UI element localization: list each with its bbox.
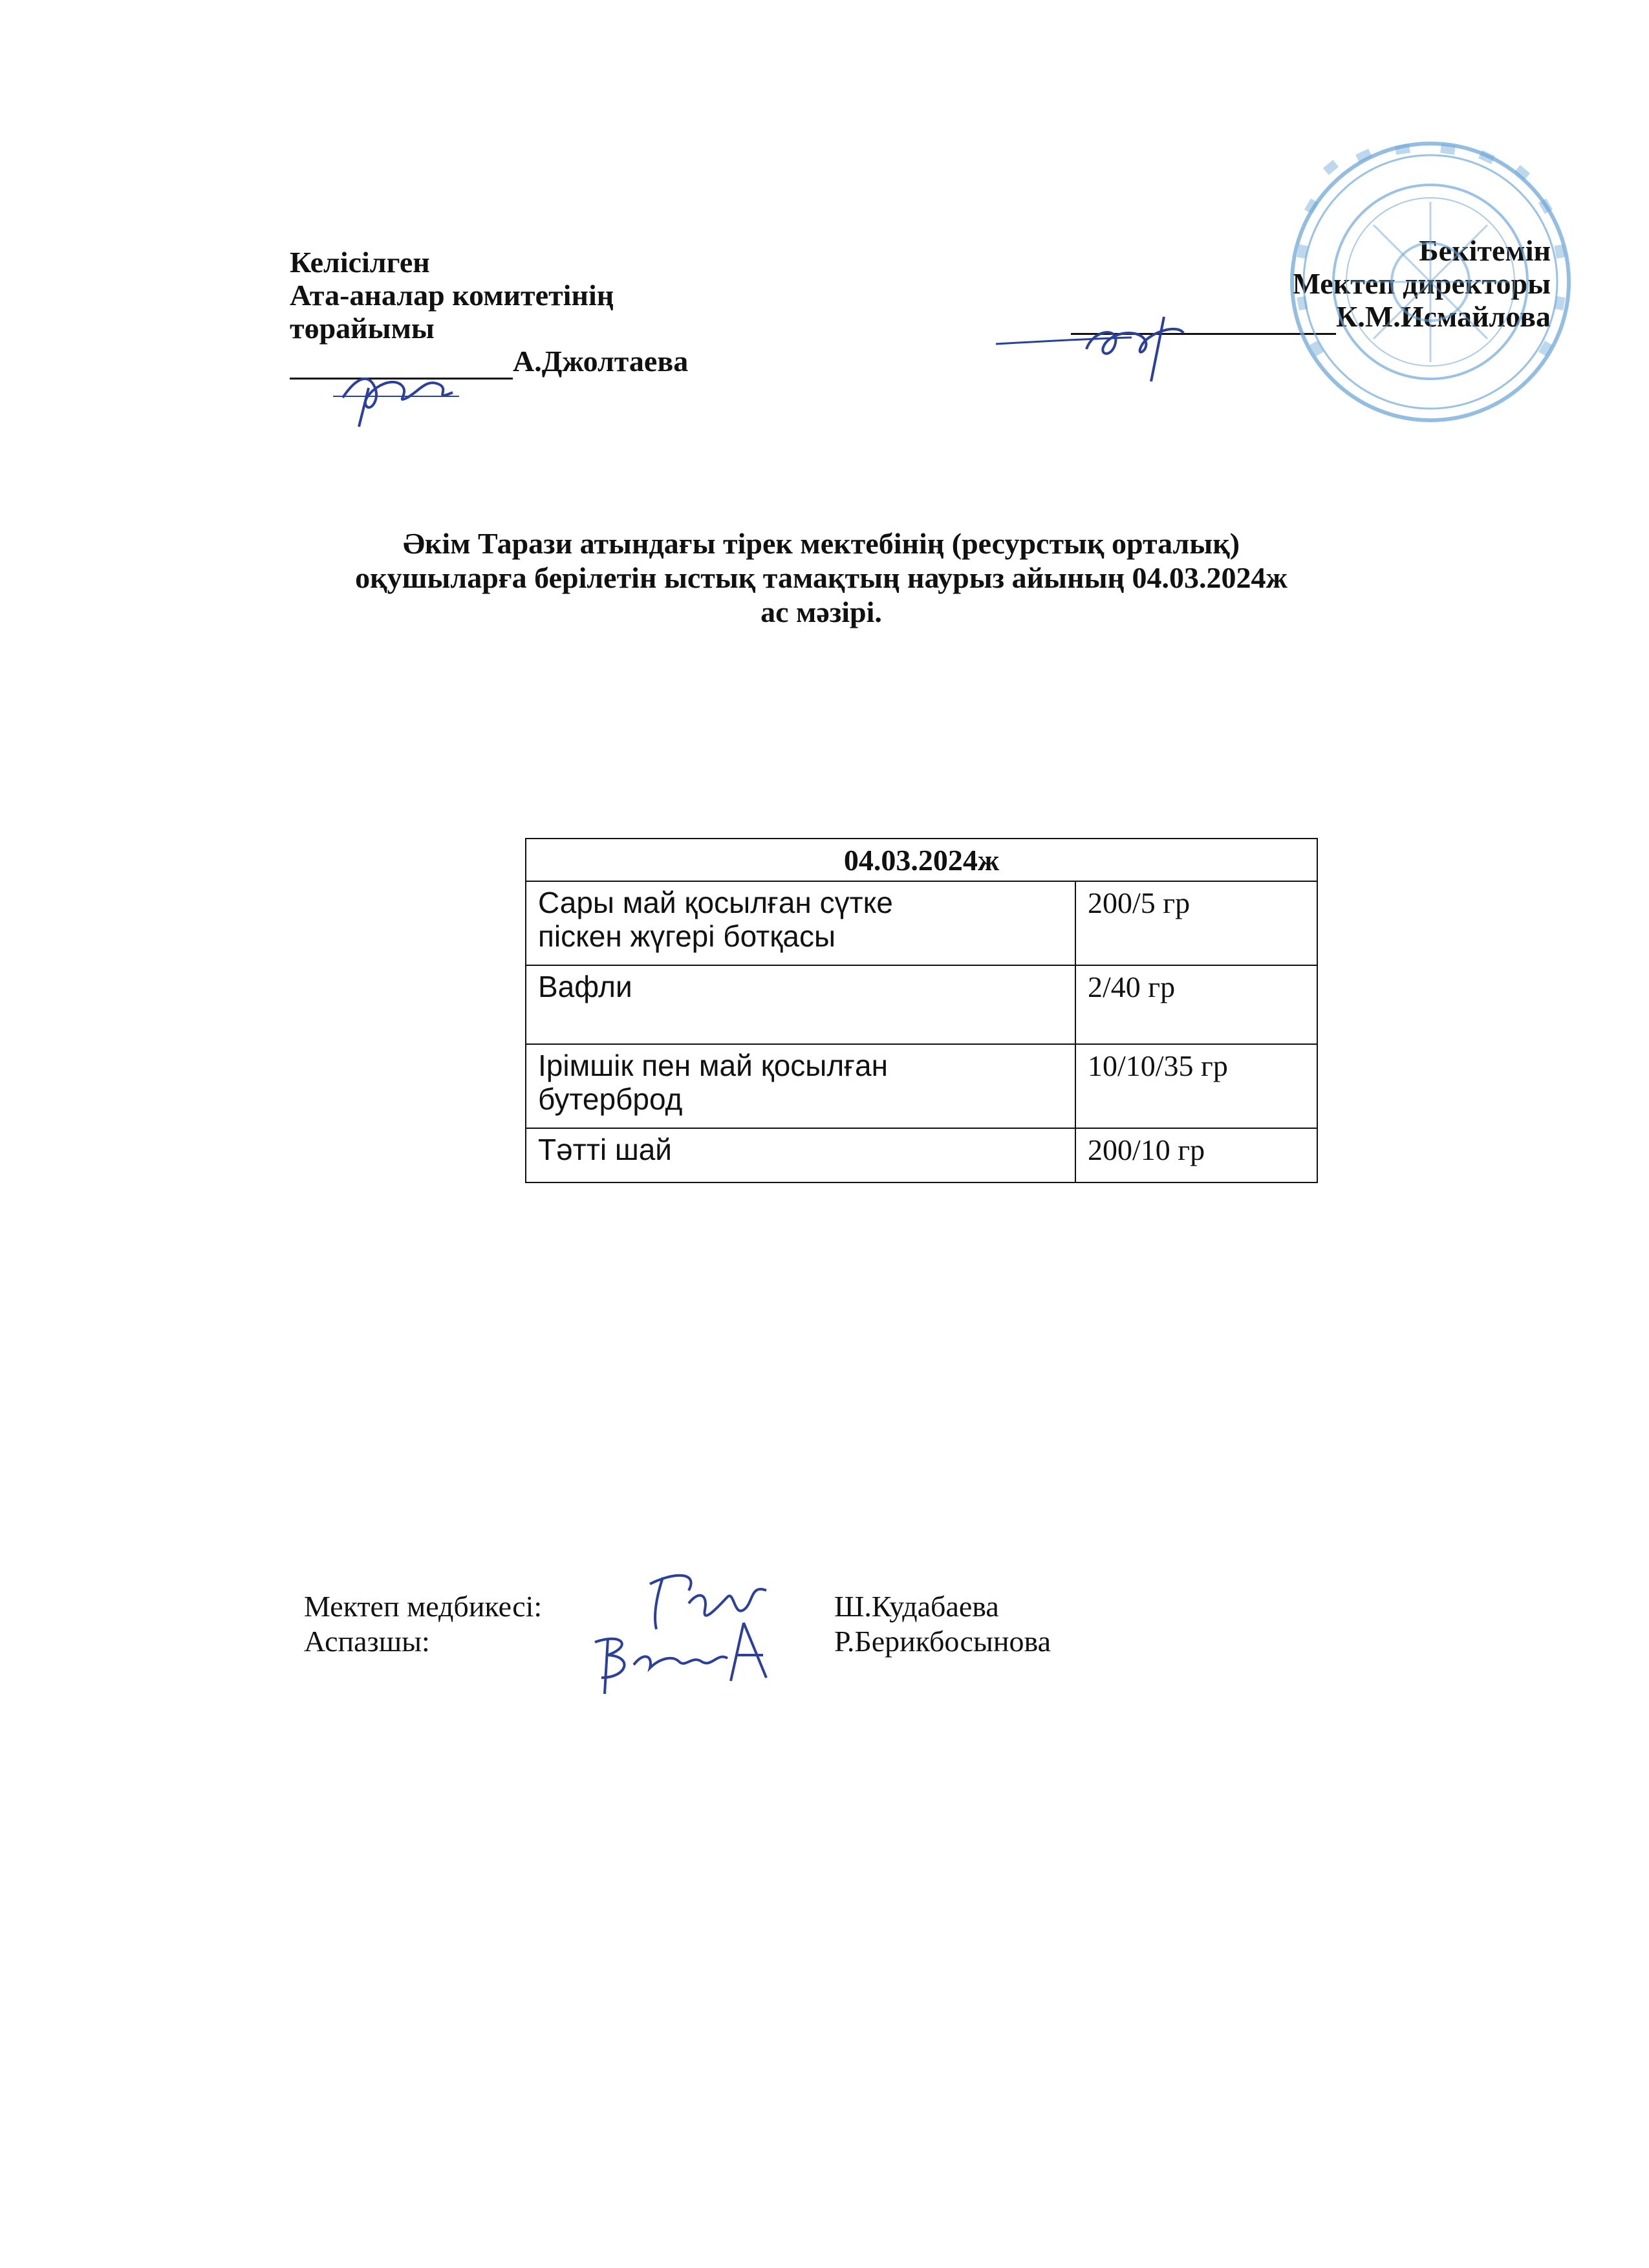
nurse-name: Ш.Кудабаева [834, 1590, 999, 1623]
approved-label: Бекітемін [1419, 234, 1551, 267]
table-row [526, 1128, 1317, 1182]
menu-table [525, 838, 1318, 1183]
dish-name [526, 965, 1075, 1044]
signature-icon [582, 1616, 802, 1713]
table-row [526, 1044, 1317, 1128]
signature-icon [330, 352, 466, 430]
dish-portion: 10/10/35 гр [1075, 1044, 1317, 1128]
dish-portion: 2/40 гр [1075, 965, 1317, 1044]
dish-name [526, 1044, 1075, 1128]
nurse-role: Мектеп медбикесі: [304, 1590, 543, 1623]
menu-title [233, 526, 1410, 629]
agreed-committee: Ата-аналар комитетінің [290, 279, 614, 312]
title-line: ас мәзірі. [760, 595, 882, 628]
cook-name: Р.Берикбосынова [834, 1625, 1051, 1658]
dish-name-line: Тәтті шай [538, 1133, 672, 1166]
agreed-chair: төрайымы [290, 312, 435, 345]
dish-name [526, 881, 1075, 965]
signature-icon [989, 304, 1235, 388]
agreed-signer-name: А.Джолтаева [513, 345, 689, 378]
dish-name [526, 1128, 1075, 1182]
cook-role: Аспазшы: [304, 1625, 430, 1658]
title-line: Әкім Тарази атындағы тірек мектебінің (ресурстық орталық) [402, 527, 1240, 560]
dish-name-line: бутерброд [538, 1082, 683, 1116]
agreed-label: Келісілген [290, 246, 430, 279]
school-seal-stamp-icon [1286, 137, 1575, 427]
menu-date-header: 04.03.2024ж [526, 839, 1317, 881]
title-line: оқушыларға берілетін ыстық тамақтың наурыз айының 04.03.2024ж [355, 561, 1288, 594]
approved-director: Мектеп директоры [1292, 267, 1551, 300]
dish-name-line: Сары май қосылған сүтке [538, 886, 893, 919]
dish-name-line: Ірімшік пен май қосылған [538, 1049, 888, 1082]
table-header-row [526, 839, 1317, 881]
dish-portion: 200/5 гр [1075, 881, 1317, 965]
approved-signer-name: К.М.Исмайлова [1336, 300, 1551, 333]
table-row [526, 965, 1317, 1044]
dish-portion: 200/10 гр [1075, 1128, 1317, 1182]
table-row [526, 881, 1317, 965]
dish-name-line: Вафли [538, 970, 632, 1003]
dish-name-line: піскен жүгері ботқасы [538, 919, 835, 953]
